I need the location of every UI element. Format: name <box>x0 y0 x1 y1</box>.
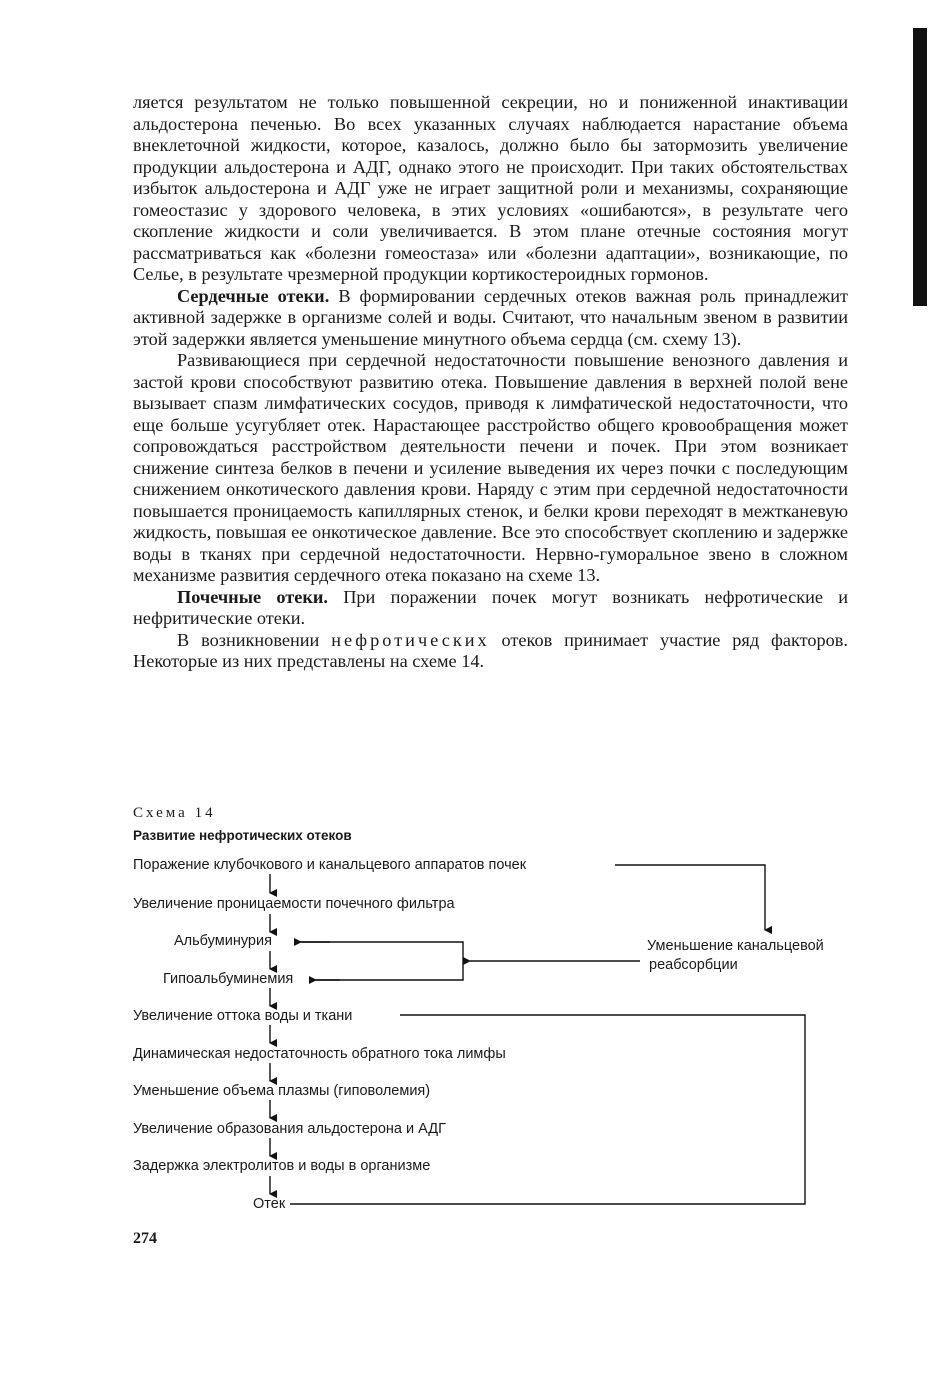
node-edema: Отек <box>253 1196 286 1212</box>
node-aldosterone-adh: Увеличение образования альдостерона и АДГ <box>133 1121 446 1137</box>
heading-cardiac-edema: Сердечные отеки. <box>177 285 330 306</box>
node-water-outflow: Увеличение оттока воды и ткани <box>133 1008 353 1024</box>
node-reduced-reabsorption-2: реабсорбции <box>649 957 738 973</box>
node-albuminuria: Альбуминурия <box>174 933 272 949</box>
connector-damage-to-reabsorption <box>615 865 765 930</box>
page-number: 274 <box>133 1230 157 1247</box>
paragraph-aldosterone: ляется результатом не только повышенной секреции, но и пониженной инактивации альдостерона печенью. Во всех указанных случаях наблюдается нарастание объема внеклеточной жидкости, которое, казалось, должно было бы затормозить увеличение продукции альдостерона и АДГ, однако этого не происходит. При таких обстоятельствах избыток альдостерона и АДГ уже не играет защитной роли и механизмы, сохраняющие гомеостазис у здорового человека, в этих условиях «ошибаются», в результате чего скопление жидкости и соли увеличивается. В этом плане отечные состояния могут рассматриваться как «болезни гомеостаза» или «болезни адаптации», возникающие, по Селье, в результате чрезмерной продукции кортикостероидных гормонов. <box>133 92 848 284</box>
paragraph-renal-edema-text: При поражении почек могут возникать нефротические и нефритические отеки. <box>133 586 848 628</box>
paragraph-venous-pressure: Развивающиеся при сердечной недостаточности повышение венозного давления и застой крови способствуют развитию отека. Повышение давления в верхней полой вене вызывает спазм лимфатических сосудов, приводя к лимфатической недостаточности, что еще больше усугубляет отек. Нарастающее расстройство общего кровообращения может сопровождаться расстройством деятельности печени и почек. При этом возникает снижение синтеза белков в печени и усиление выведения их через почки с последующим снижением онкотического давления крови. Наряду с этим при сердечной недостаточности повышается проницаемость капиллярных стенок, и белки крови переходят в межтканевую жидкость, повышая ее онкотическое давление. Все это способствует скоплению и задержке воды в тканях при сердечной недостаточности. Нервно-гуморальное звено в сложном механизме развития сердечного отека показано на схеме 13. <box>133 350 848 585</box>
paragraph-nephrotic-start: В возникновении <box>177 629 332 650</box>
node-lymph-insufficiency: Динамическая недостаточность обратного тока лимфы <box>133 1046 506 1062</box>
node-electrolyte-retention: Задержка электролитов и воды в организме <box>133 1158 431 1174</box>
node-filter-permeability: Увеличение проницаемости почечного фильтра <box>133 896 455 912</box>
node-reduced-reabsorption-1: Уменьшение канальцевой <box>647 938 824 954</box>
node-hypoalbuminemia: Гипоальбуминемия <box>163 971 294 987</box>
connector-edema-loop <box>290 1015 805 1204</box>
scheme-title: Развитие нефротических отеков <box>133 828 352 843</box>
node-kidney-damage: Поражение клубочкового и канальцевого аппаратов почек <box>133 857 527 873</box>
node-hypovolemia: Уменьшение объема плазмы (гиповолемия) <box>133 1083 431 1099</box>
scheme-label: Схема 14 <box>133 805 216 821</box>
paragraph-nephrotic-end: отеков принимает участие ряд факторов. Некоторые из них представлены на схеме 14. <box>133 629 848 671</box>
bracket-albuminuria <box>300 942 463 980</box>
spaced-term-nephrotic: нефротических <box>331 629 490 650</box>
heading-renal-edema: Почечные отеки. <box>177 586 328 607</box>
paragraph-cardiac-edema-text: В формировании сердечных отеков важная роль принадлежит активной задержке в организме солей и воды. Считают, что начальным звеном в развитии этой задержки является уменьшение минутного объема сердца (см. схему 13). <box>133 285 848 349</box>
